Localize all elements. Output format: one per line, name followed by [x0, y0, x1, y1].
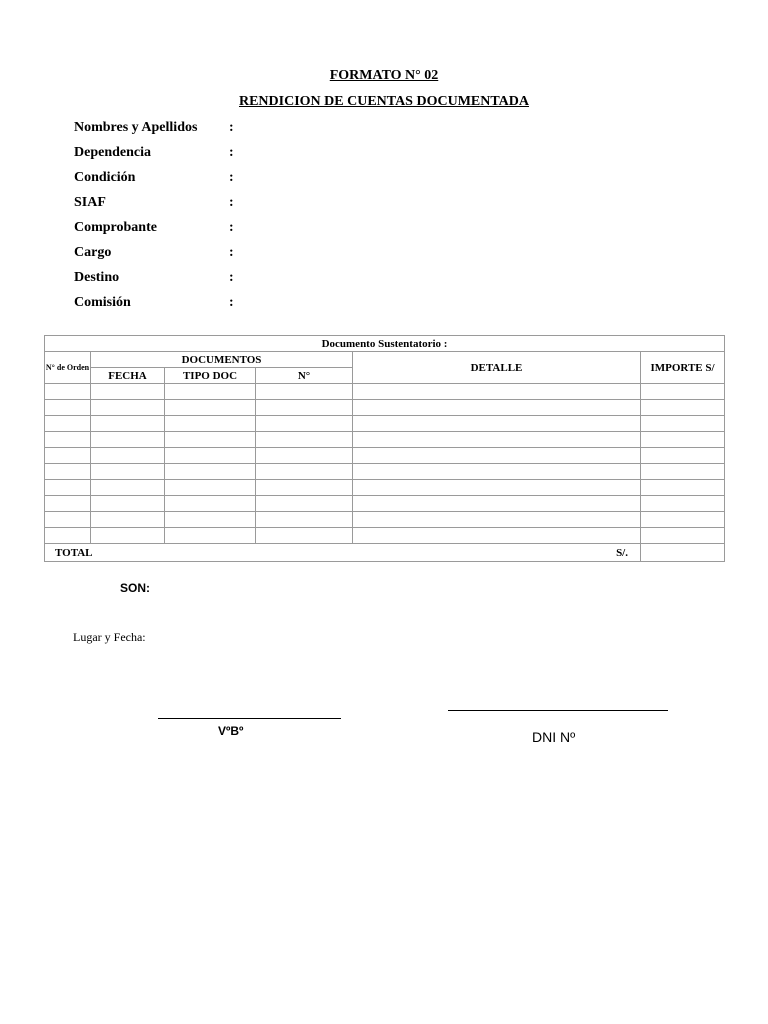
- cell[interactable]: [91, 384, 165, 400]
- cell[interactable]: [165, 464, 256, 480]
- cell[interactable]: [256, 432, 353, 448]
- cell[interactable]: [353, 400, 641, 416]
- field-label-dependencia: Dependencia: [74, 145, 151, 160]
- total-amount-cell[interactable]: [641, 544, 725, 562]
- cell[interactable]: [165, 416, 256, 432]
- cell[interactable]: [256, 464, 353, 480]
- header-orden: N° de Orden: [45, 352, 91, 384]
- cell[interactable]: [641, 416, 725, 432]
- cell[interactable]: [641, 496, 725, 512]
- field-label-destino: Destino: [74, 270, 120, 285]
- field-label-cargo: Cargo: [74, 245, 112, 260]
- field-colon: :: [229, 170, 234, 185]
- cell[interactable]: [91, 416, 165, 432]
- cell[interactable]: [45, 480, 91, 496]
- header-documentos: DOCUMENTOS: [91, 352, 353, 368]
- total-currency: S/.: [353, 544, 641, 562]
- cell[interactable]: [641, 528, 725, 544]
- cell[interactable]: [353, 432, 641, 448]
- cell[interactable]: [256, 448, 353, 464]
- dni-label: DNI Nº: [532, 729, 576, 745]
- cell[interactable]: [91, 496, 165, 512]
- cell[interactable]: [256, 512, 353, 528]
- table-row: [45, 400, 725, 416]
- cell[interactable]: [165, 384, 256, 400]
- cell[interactable]: [641, 400, 725, 416]
- form-number-title: FORMATO N° 02: [329, 68, 439, 83]
- cell[interactable]: [641, 464, 725, 480]
- son-label: SON:: [120, 581, 150, 595]
- cell[interactable]: [353, 496, 641, 512]
- header-importe: IMPORTE S/: [641, 352, 725, 384]
- cell[interactable]: [45, 400, 91, 416]
- table-row: [45, 448, 725, 464]
- cell[interactable]: [353, 416, 641, 432]
- field-colon: :: [229, 145, 234, 160]
- field-colon: :: [229, 120, 234, 135]
- cell[interactable]: [353, 512, 641, 528]
- cell[interactable]: [165, 432, 256, 448]
- cell[interactable]: [353, 528, 641, 544]
- field-colon: :: [229, 270, 234, 285]
- table-caption: Documento Sustentatorio :: [45, 336, 725, 352]
- cell[interactable]: [91, 448, 165, 464]
- cell[interactable]: [45, 464, 91, 480]
- table-row: [45, 416, 725, 432]
- field-colon: :: [229, 245, 234, 260]
- cell[interactable]: [45, 416, 91, 432]
- cell[interactable]: [91, 480, 165, 496]
- cell[interactable]: [256, 480, 353, 496]
- cell[interactable]: [91, 464, 165, 480]
- cell[interactable]: [256, 384, 353, 400]
- cell[interactable]: [45, 528, 91, 544]
- vobo-label: VºBº: [218, 724, 244, 738]
- cell[interactable]: [641, 432, 725, 448]
- cell[interactable]: [641, 384, 725, 400]
- field-label-comprobante: Comprobante: [74, 220, 157, 235]
- field-label-comision: Comisión: [74, 295, 131, 310]
- cell[interactable]: [165, 496, 256, 512]
- cell[interactable]: [45, 432, 91, 448]
- total-label: TOTAL: [45, 544, 353, 562]
- cell[interactable]: [353, 464, 641, 480]
- field-label-condicion: Condición: [74, 170, 136, 185]
- table-row: [45, 528, 725, 544]
- cell[interactable]: [256, 496, 353, 512]
- cell[interactable]: [45, 384, 91, 400]
- lugar-fecha-label: Lugar y Fecha:: [73, 630, 146, 644]
- cell[interactable]: [165, 480, 256, 496]
- cell[interactable]: [641, 480, 725, 496]
- table-row: [45, 512, 725, 528]
- total-row: [45, 544, 725, 562]
- field-colon: :: [229, 220, 234, 235]
- header-numero: N°: [256, 368, 353, 384]
- header-fecha: FECHA: [91, 368, 165, 384]
- field-colon: :: [229, 295, 234, 310]
- cell[interactable]: [45, 512, 91, 528]
- table-row: [45, 432, 725, 448]
- field-colon: :: [229, 195, 234, 210]
- cell[interactable]: [45, 496, 91, 512]
- cell[interactable]: [256, 528, 353, 544]
- cell[interactable]: [353, 384, 641, 400]
- dni-signature-line: [448, 710, 668, 711]
- header-detalle: DETALLE: [353, 352, 641, 384]
- cell[interactable]: [256, 416, 353, 432]
- vobo-signature-line: [158, 718, 341, 719]
- cell[interactable]: [165, 448, 256, 464]
- table-row: [45, 464, 725, 480]
- cell[interactable]: [641, 512, 725, 528]
- cell[interactable]: [91, 432, 165, 448]
- cell[interactable]: [353, 448, 641, 464]
- cell[interactable]: [353, 480, 641, 496]
- field-label-nombres: Nombres y Apellidos: [74, 120, 198, 135]
- cell[interactable]: [45, 448, 91, 464]
- field-label-siaf: SIAF: [74, 195, 106, 210]
- cell[interactable]: [641, 448, 725, 464]
- cell[interactable]: [91, 512, 165, 528]
- cell[interactable]: [165, 512, 256, 528]
- cell[interactable]: [91, 400, 165, 416]
- table-row: [45, 496, 725, 512]
- table-row: [45, 384, 725, 400]
- cell[interactable]: [165, 528, 256, 544]
- cell[interactable]: [165, 400, 256, 416]
- cell[interactable]: [256, 400, 353, 416]
- form-title: RENDICION DE CUENTAS DOCUMENTADA: [238, 94, 529, 109]
- table-row: [45, 480, 725, 496]
- cell[interactable]: [91, 528, 165, 544]
- documents-table: [44, 335, 725, 562]
- header-tipo-doc: TIPO DOC: [165, 368, 256, 384]
